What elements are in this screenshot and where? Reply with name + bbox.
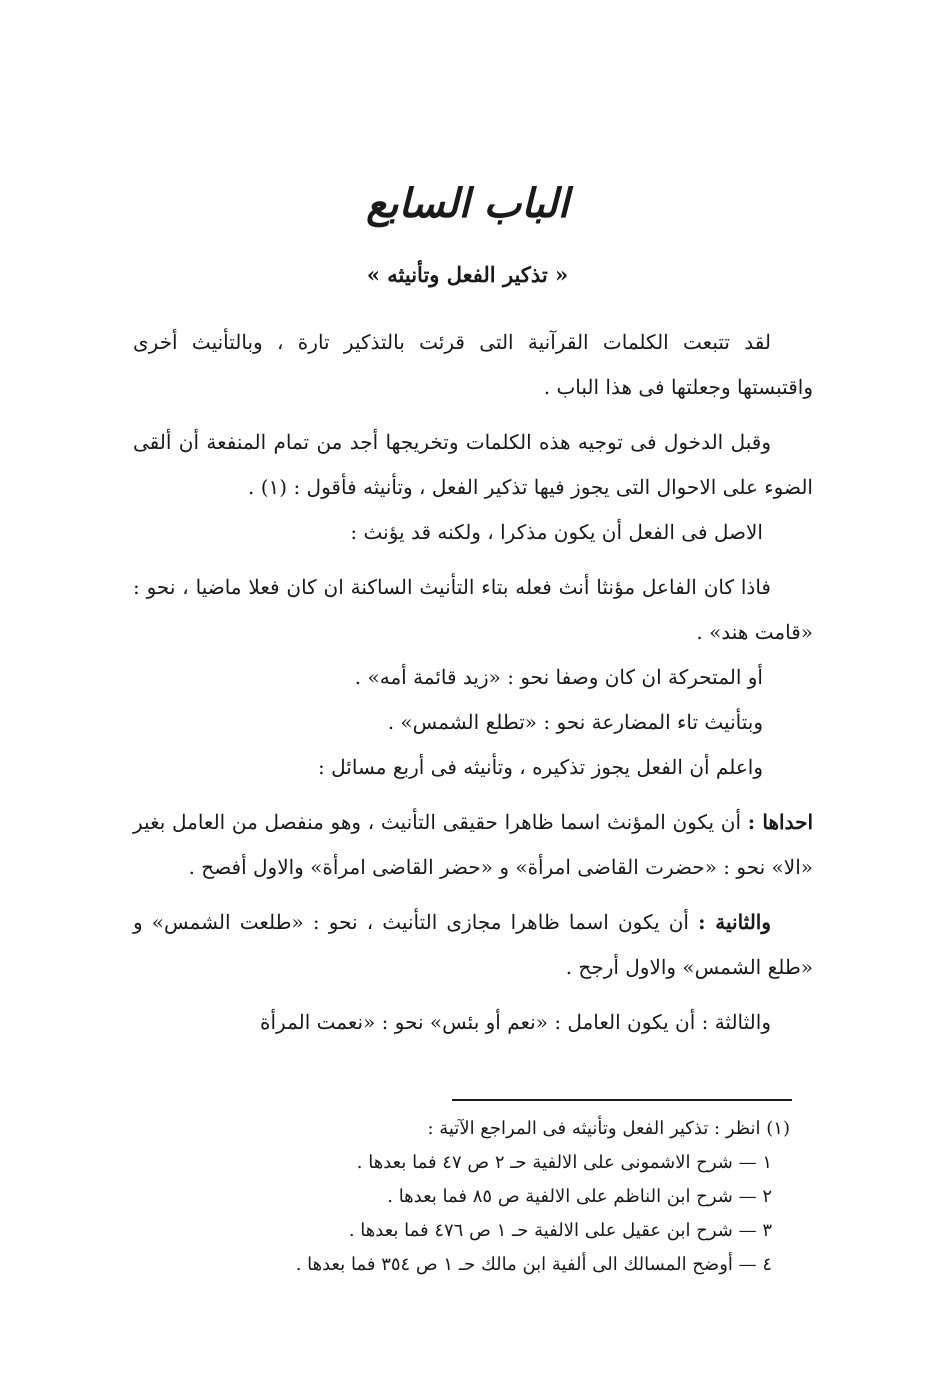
- body-text: [133, 320, 813, 1045]
- footnote-item: ١ — شرح الاشمونى على الالفية حـ ٢ ص ٤٧ فما بعدها .: [356, 1152, 772, 1173]
- footnotes: [140, 1112, 790, 1282]
- paragraph-mobile-taa: أو المتحركة ان كان وصفا نحو : «زيد قائمة أمه» .: [354, 665, 763, 689]
- paragraph-four-cases: واعلم أن الفعل يجوز تذكيره ، وتأنيثه فى أربع مسائل :: [318, 755, 763, 779]
- case-one-label: احداها :: [747, 810, 813, 834]
- paragraph-present-taa: وبتأنيث تاء المضارعة نحو : «تطلع الشمس» .: [387, 710, 763, 734]
- footnote-item: ٤ — أوضح المسالك الى ألفية ابن مالك حـ ١ ص ٣٥٤ فما بعدها .: [295, 1254, 772, 1275]
- case-two-label: والثانية :: [698, 910, 772, 934]
- section-title: « تذكير الفعل وتأنيثه »: [366, 262, 569, 287]
- footnote-intro: (١) انظر : تذكير الفعل وتأنيثه فى المراجع الآتية :: [427, 1118, 790, 1139]
- chapter-title: الباب السابع: [366, 180, 569, 227]
- footnote-divider: [452, 1099, 792, 1101]
- footnote-item: ٣ — شرح ابن عقيل على الالفية حـ ١ ص ٤٧٦ فما بعدها .: [348, 1220, 772, 1241]
- case-two-text: أن يكون اسما ظاهرا مجازى التأنيث ، نحو : «طلعت الشمس» و «طلع الشمس» والاول أرجح .: [133, 910, 813, 979]
- paragraph-feminine-subject: فاذا كان الفاعل مؤنثا أنث فعله بتاء التأنيث الساكنة ان كان فعلا ماضيا ، نحو : «قامت هند» .: [133, 575, 813, 644]
- paragraph-case-three: والثالثة : أن يكون العامل : «نعم أو بئس» نحو : «نعمت المرأة: [260, 1010, 771, 1034]
- paragraph-rule: الاصل فى الفعل أن يكون مذكرا ، ولكنه قد يؤنث :: [350, 520, 763, 544]
- footnote-item: ٢ — شرح ابن الناظم على الالفية ص ٨٥ فما بعدها .: [387, 1186, 772, 1207]
- paragraph-preface: وقبل الدخول فى توجيه هذه الكلمات وتخريجها أجد من تمام المنفعة أن ألقى الضوء على الاحوال التى يجوز فيها تذكير الفعل ، وتأنيثه فأقول : (١) .: [133, 430, 813, 499]
- paragraph-case-one: [133, 800, 813, 890]
- case-one-text: أن يكون المؤنث اسما ظاهرا حقيقى التأنيث ، وهو منفصل من العامل بغير «الا» نحو : «حضرت القاضى امرأة» و «حضر القاضى امرأة» والاول أفصح .: [133, 810, 813, 879]
- paragraph-case-two: [133, 900, 813, 990]
- paragraph-intro: لقد تتبعت الكلمات القرآنية التى قرئت بالتذكير تارة ، وبالتأنيث أخرى واقتبستها وجعلتها فى هذا الباب .: [133, 330, 813, 399]
